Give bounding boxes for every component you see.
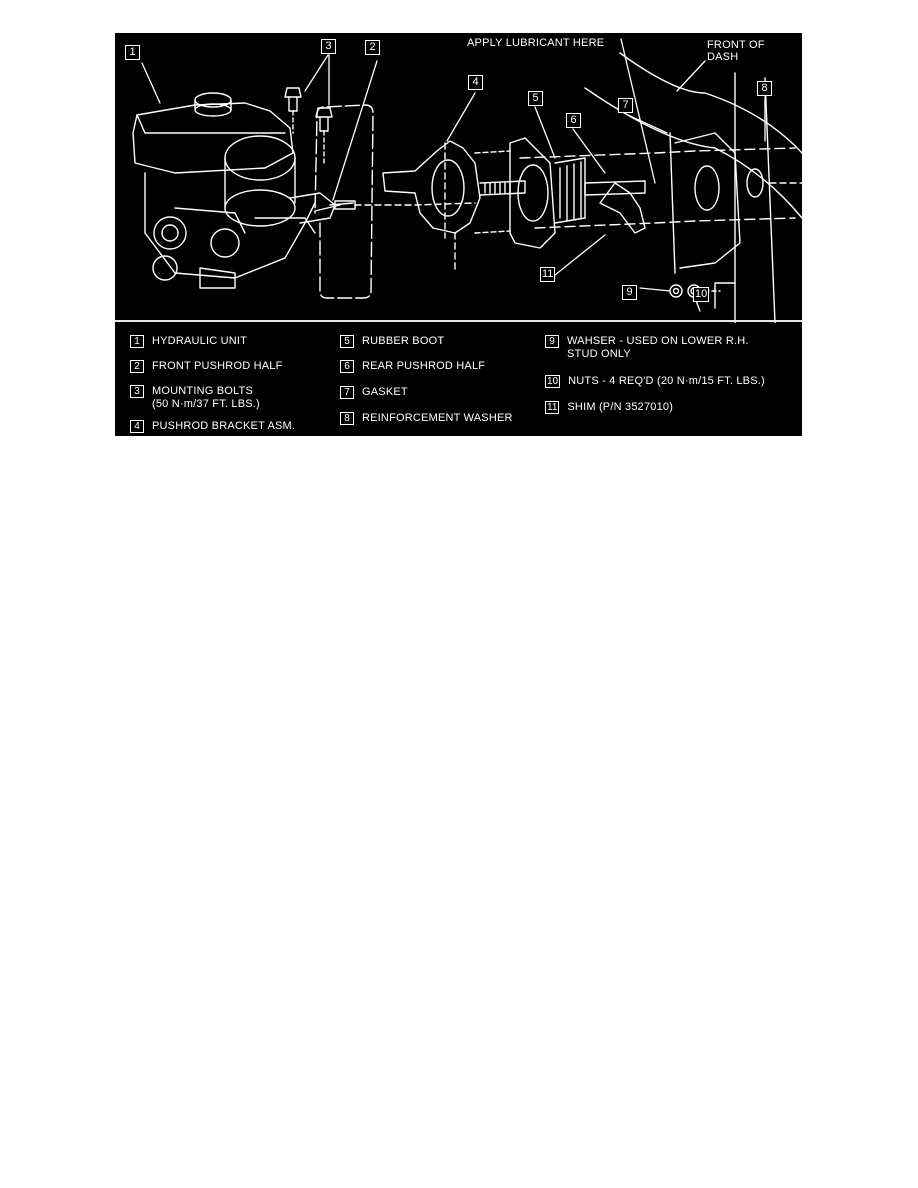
callout-4: 4 — [468, 75, 483, 90]
legend-item-4 — [130, 420, 295, 433]
legend-text: GASKET — [362, 386, 408, 398]
callout-11: 11 — [542, 268, 554, 280]
callout-5: 5 — [528, 91, 543, 106]
callout-6: 6 — [566, 113, 581, 128]
callout-8: 8 — [757, 81, 772, 96]
legend-number: 9 — [545, 335, 559, 348]
legend-text: NUTS - 4 REQ'D (20 N·m/15 FT. LBS.) — [568, 375, 765, 387]
legend-number: 4 — [130, 420, 144, 433]
legend-text: RUBBER BOOT — [362, 335, 445, 347]
legend-text: REINFORCEMENT WASHER — [362, 412, 513, 424]
callout-10: 10 — [695, 288, 708, 300]
legend-text-line1: MOUNTING BOLTS — [152, 385, 253, 397]
legend-number: 8 — [340, 412, 354, 425]
legend-text-line1: WAHSER - USED ON LOWER R.H. — [567, 335, 749, 347]
legend-item-2 — [130, 360, 283, 373]
callout-1: 1 — [125, 45, 140, 60]
legend-item-3 — [130, 385, 260, 411]
washer-drawing — [670, 285, 682, 297]
exploded-view-drawing — [115, 33, 802, 323]
legend-item-9 — [545, 335, 749, 361]
legend-number: 2 — [130, 360, 144, 373]
legend-text: REAR PUSHROD HALF — [362, 360, 486, 372]
legend-item-8 — [340, 412, 513, 425]
legend-number: 5 — [340, 335, 354, 348]
shim-drawing — [600, 183, 645, 233]
legend-text: SHIM (P/N 3527010) — [567, 401, 674, 413]
pushrod-bracket-drawing — [383, 141, 525, 273]
legend-text: PUSHROD BRACKET ASM. — [152, 420, 296, 432]
legend-text-line2: STUD ONLY — [567, 348, 631, 360]
brake-assembly-illustration — [115, 33, 802, 323]
callout-9: 9 — [622, 285, 637, 300]
legend-item-7 — [340, 386, 408, 399]
legend-text-line2: (50 N·m/37 FT. LBS.) — [152, 398, 260, 410]
mounting-bolts-drawing — [285, 88, 332, 163]
lubricant-note: APPLY LUBRICANT HERE — [467, 37, 605, 49]
legend-item-11 — [545, 401, 673, 414]
front-of-dash-note-line1: FRONT OF — [707, 39, 765, 51]
legend-number: 3 — [130, 385, 144, 398]
legend-number: 7 — [340, 386, 354, 399]
diagram-panel — [115, 33, 802, 436]
legend-number: 6 — [340, 360, 354, 373]
legend-item-10 — [545, 375, 765, 388]
parts-legend — [115, 329, 802, 436]
legend-divider — [115, 320, 802, 322]
callout-3: 3 — [321, 39, 336, 54]
legend-text: HYDRAULIC UNIT — [152, 335, 248, 347]
legend-text: FRONT PUSHROD HALF — [152, 360, 283, 372]
callout-2: 2 — [365, 40, 380, 55]
front-of-dash-note-line2: DASH — [707, 51, 739, 63]
legend-text — [152, 385, 260, 411]
legend-number: 10 — [547, 376, 559, 387]
legend-text — [567, 335, 749, 361]
legend-number: 11 — [547, 402, 558, 413]
callout-7: 7 — [618, 98, 633, 113]
legend-item-6 — [340, 360, 485, 373]
legend-item-5 — [340, 335, 444, 348]
legend-number: 1 — [130, 335, 144, 348]
legend-item-1 — [130, 335, 247, 348]
